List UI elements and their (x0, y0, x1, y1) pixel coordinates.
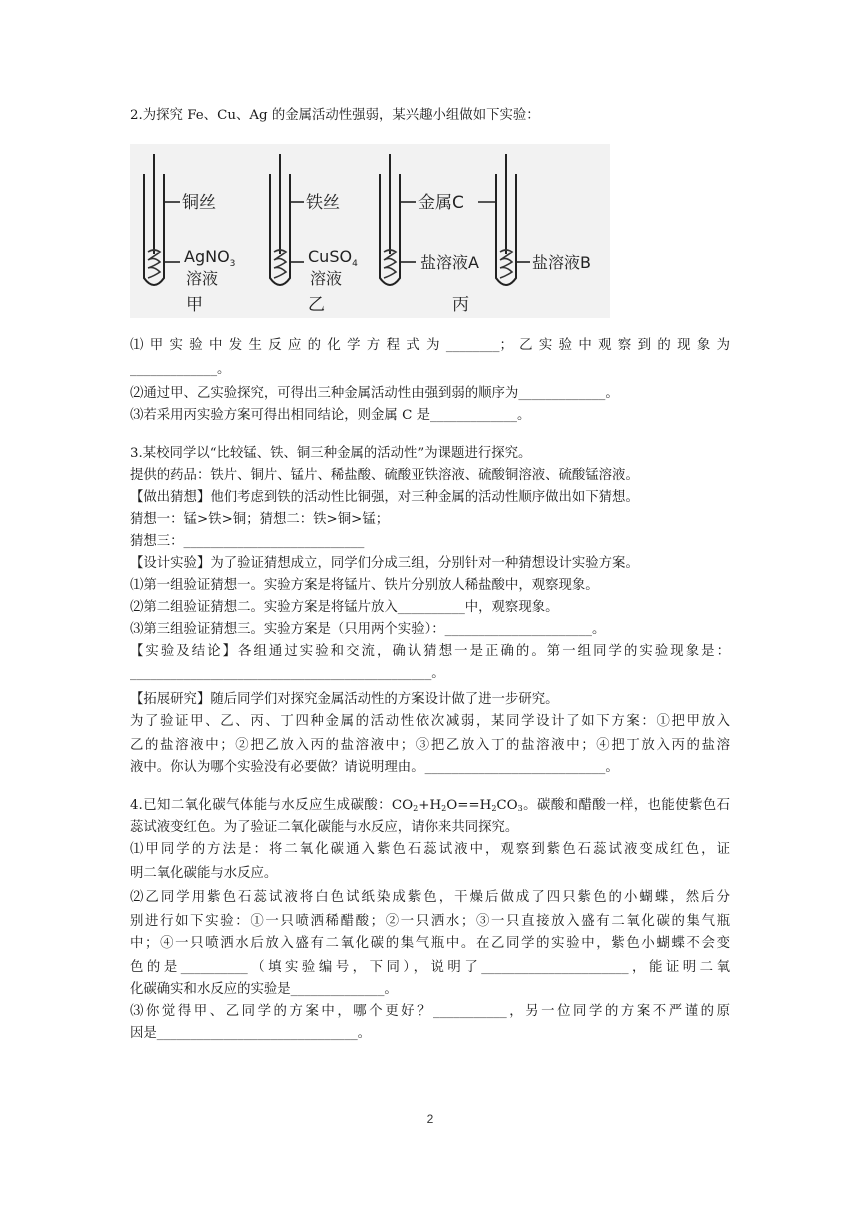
label-iron-wire: 铁丝 (306, 193, 340, 213)
q3-stem: 3.某校同学以“比较锰、铁、铜三种金属的活动性”为课题进行探究。 (130, 446, 532, 461)
q2-part2: ⑵通过甲、乙实验探究，可得出三种金属活动性由强到弱的顺序为_____________。 (130, 386, 619, 401)
q4-part2-b: 别进行如下实验：①一只喷洒稀醋酸；②一只洒水；③一只直接放入盛有二氧化碳的集气瓶 (130, 914, 730, 929)
test-tube-bing-b (478, 154, 591, 285)
q2-stem: 2.为探究 Fe、Cu、Ag 的金属活动性强弱，某兴趣小组做如下实验： (130, 108, 540, 123)
label-solution-yi: 溶液 (310, 269, 343, 288)
q4-part2-a: ⑵乙同学用紫色石蕊试液将白色试纸染成紫色，干燥后做成了四只紫色的小蝴蝶，然后分 (130, 890, 730, 905)
q4-part3-a: ⑶你觉得甲、乙同学的方案中，哪个更好？___________，另一位同学的方案不严谨的原 (130, 1004, 730, 1019)
label-copper-wire: 铜丝 (182, 193, 216, 213)
q3-extension-heading: 【拓展研究】随后同学们对探究金属活动性的方案设计做了进一步研究。 (130, 692, 559, 707)
q4-part2-d: 色的是__________（填实验编号，下同），说明了______________________，能证明二氧 (130, 960, 730, 975)
page-number: 2 (426, 1112, 434, 1126)
q4-stem-1: 4.已知二氧化碳气体能与水反应生成碳酸：$CO_2+H_2O==H_2CO_3$。碳酸和醋酸一样，也能使紫色石 (130, 798, 730, 813)
q4-part1-a: ⑴甲同学的方法是：将二氧化碳通入紫色石蕊试液中，观察到紫色石蕊试液变成红色，证 (130, 842, 730, 857)
q3-extension-2: 乙的盐溶液中；②把乙放入丙的盐溶液中；③把乙放入丁的盐溶液中；④把丁放入丙的盐溶 (130, 738, 730, 753)
q4-part2-e: 化碳确实和水反应的实验是______________。 (130, 982, 398, 997)
q4-part3-b: 因是______________________________。 (130, 1026, 372, 1041)
q2-part1-b: _____________。 (130, 362, 231, 377)
q3-extension-3: 液中。你认为哪个实验没有必要做？请说明理由。___________________________。 (130, 760, 619, 775)
q4-part1-b: 明二氧化碳能与水反应。 (130, 866, 278, 881)
label-salt-a: 盐溶液A (420, 253, 479, 272)
test-tube-figure (130, 144, 610, 318)
q3-conclusion-b: _____________________________________________。 (130, 666, 445, 681)
test-tube-yi (270, 154, 358, 315)
q2-part3: ⑶若采用丙实验方案可得出相同结论，则金属 C 是_____________。 (130, 408, 531, 423)
test-tube-bing-a (380, 154, 479, 315)
label-metal-c: 金属C (418, 193, 464, 213)
q3-extension-1: 为了验证甲、乙、丙、丁四种金属的活动性依次减弱，某同学设计了如下方案：①把甲放入 (130, 714, 730, 729)
q3-conclusion-a: 【实验及结论】各组通过实验和交流，确认猜想一是正确的。第一组同学的实验现象是： (130, 644, 730, 659)
q3-guess-heading: 【做出猜想】他们考虑到铁的活动性比铜强，对三种金属的活动性顺序做出如下猜想。 (130, 490, 639, 505)
label-bing: 丙 (452, 295, 469, 315)
q4-stem-2: 蕊试液变红色。为了验证二氧化碳能与水反应，请你来共同探究。 (130, 820, 519, 835)
label-jia: 甲 (186, 295, 203, 315)
label-agno3: AgNO$_3$ (184, 247, 236, 269)
q3-design-3: ⑶第三组验证猜想三。实验方案是（只用两个实验）：______________________。 (130, 622, 606, 637)
q3-design-heading: 【设计实验】为了验证猜想成立，同学们分成三组，分别针对一种猜想设计实验方案。 (130, 556, 639, 571)
q3-design-2: ⑵第二组验证猜想二。实验方案是将锰片放入__________中，观察现象。 (130, 600, 559, 615)
q3-guess-1-2: 猜想一：锰>铁>铜；猜想二：铁>铜>锰； (130, 512, 390, 527)
q3-guess-3: 猜想三：___________________________ (130, 534, 365, 549)
test-tube-diagram (130, 144, 610, 318)
q2-part1-a: ⑴甲实验中发生反应的化学方程式为________；乙实验中观察到的现象为 (130, 338, 730, 353)
q4-part2-c: 中；④一只喷洒水后放入盛有二氧化碳的集气瓶中。在乙同学的实验中，紫色小蝴蝶不会变 (130, 936, 730, 951)
q3-drugs: 提供的药品：铁片、铜片、锰片、稀盐酸、硫酸亚铁溶液、硫酸铜溶液、硫酸锰溶液。 (130, 468, 639, 483)
label-cuso4: CuSO$_4$ (308, 247, 358, 269)
q3-design-1: ⑴第一组验证猜想一。实验方案是将锰片、铁片分别放人稀盐酸中，观察现象。 (130, 578, 599, 593)
label-solution-jia: 溶液 (186, 269, 219, 288)
label-salt-b: 盐溶液B (532, 253, 591, 272)
label-yi: 乙 (308, 295, 325, 315)
test-tube-jia (144, 154, 235, 315)
